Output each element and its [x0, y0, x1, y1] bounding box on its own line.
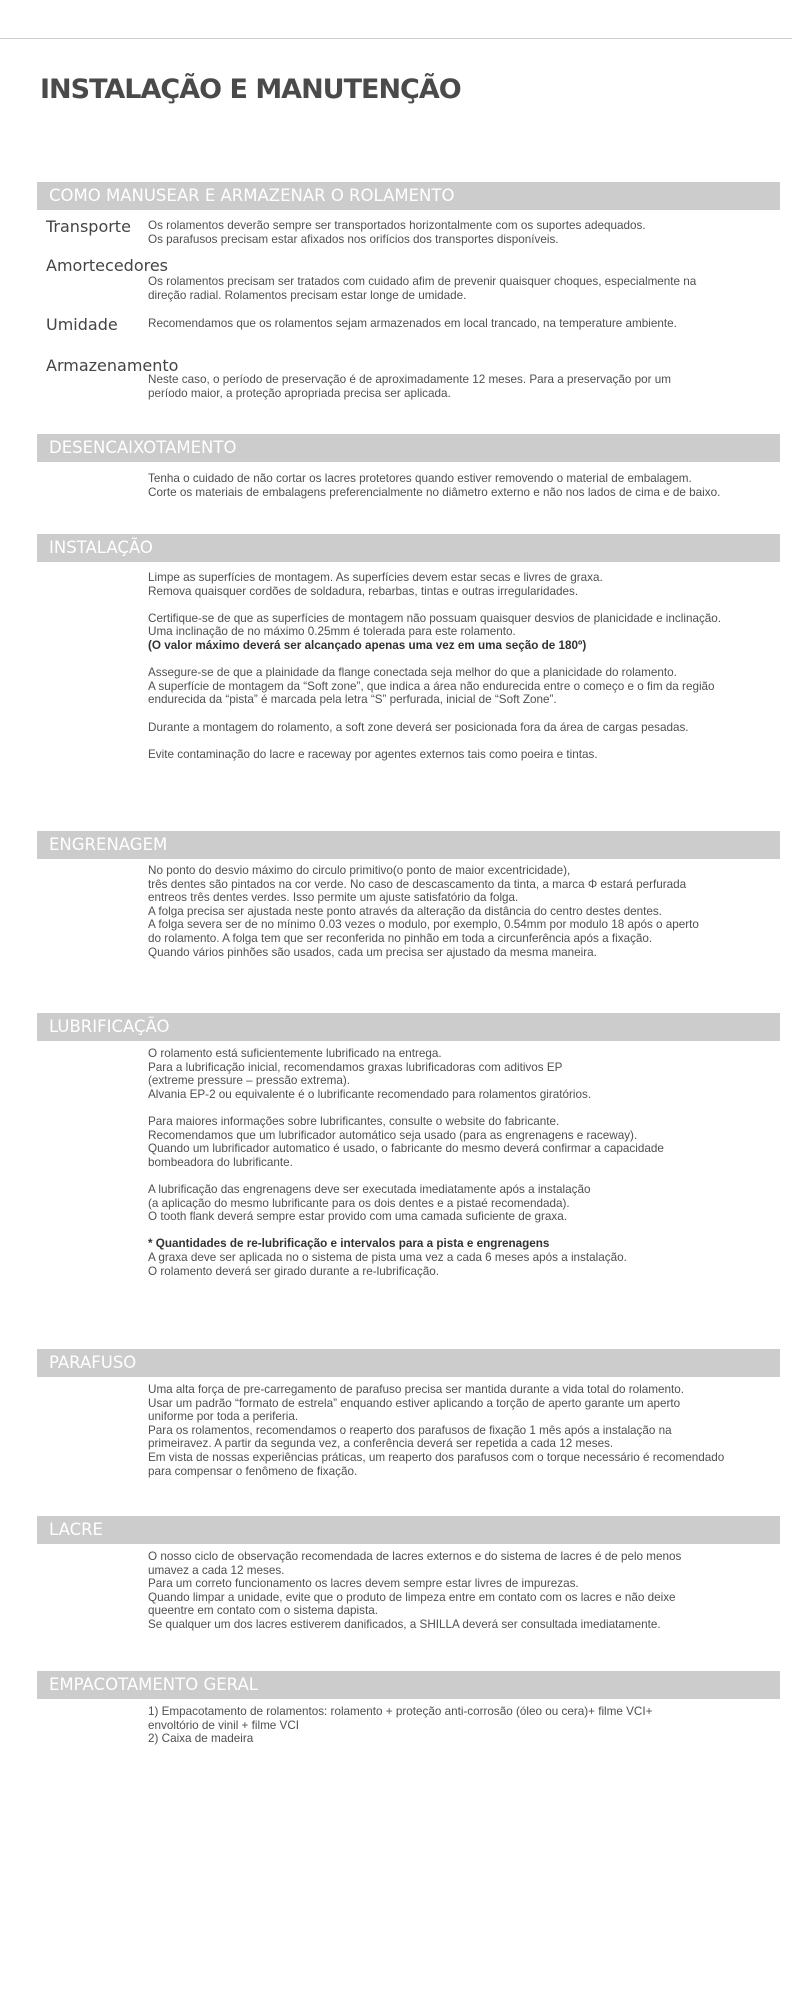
section-parafuso: [0, 1349, 792, 1478]
subsection-text-armazenamento: Neste caso, o período de preservação é de aproximadamente 12 meses. Para a preservação por um período maior, a proteção apropriada precisa ser aplicada.: [148, 373, 671, 400]
section-body: [148, 1383, 788, 1478]
section-header: PARAFUSO: [37, 1349, 780, 1377]
subsection-text-transporte: Os rolamentos deverão sempre ser transportados horizontalmente com os suportes adequados. Os parafusos precisam estar afixados nos orifícios dos transportes disponíveis.: [148, 219, 646, 246]
paragraph: Assegure-se de que a plainidade da flange conectada seja melhor do que a planicidade do rolamento. A superfície de montagem da “Soft zone”, que indica a área não endurecida entre o começo e o fim da região endurecida da “pista” é marcada pela letra “S” perfurada, inicial de “Soft Zone”.: [148, 666, 715, 707]
paragraph: Certifique-se de que as superfícies de montagem não possuam quaisquer desvios de planicidade e inclinação. Uma inclinação de no máximo 0.25mm é tolerada para este rolamento.: [148, 611, 722, 639]
top-divider: [0, 38, 792, 39]
subsection-label-umidade: Umidade: [46, 315, 118, 334]
paragraph-emphasis: (O valor máximo deverá ser alcançado apenas uma vez em uma seção de 180º): [148, 638, 587, 652]
paragraph: O nosso ciclo de observação recomendada de lacres externos e do sistema de lacres é de pelo menos umavez a cada 12 meses. Para um correto funcionamento os lacres devem sempre estar livres de impurezas. Quando limpar a unidade, evite que o produto de limpeza entre em contato com os lacres e não deixe queentre em contato com o sistema dapista. Se qualquer um dos lacres estiverem danificados, a SHILLA deverá ser consultada imediatamente.: [148, 1550, 682, 1631]
section-manuseio: [0, 182, 792, 412]
paragraph: No ponto do desvio máximo do circulo primitivo(o ponto de maior excentricidade), três dentes são pintados na cor verde. No caso de descascamento da tinta, a marca Φ estará perfurada entreos três dentes verdes. Isso permite um ajuste satisfatório da folga. A folga precisa ser ajustada neste ponto através da alteração da distância do centro destes dentes. A folga severa ser de no mínimo 0.03 vezes o modulo, por exemplo, 0.54mm por modulo 18 após o aperto do rolamento. A folga tem que ser reconferida no pinhão em toda a circunferência após a fixação. Quando vários pinhões são usados, cada um precisa ser ajustado da mesma maneira.: [148, 864, 699, 959]
subsection-label-amortecedores: Amortecedores: [46, 256, 169, 275]
section-body: [148, 1047, 788, 1278]
section-instalacao: [0, 534, 792, 761]
subsection-text-umidade: Recomendamos que os rolamentos sejam armazenados em local trancado, na temperature ambiente.: [148, 317, 677, 330]
section-header: LUBRIFICAÇÃO: [37, 1013, 780, 1041]
paragraph: 1) Empacotamento de rolamentos: rolamento + proteção anti-corrosão (óleo ou cera)+ filme VCI+ envoltório de vinil + filme VCI 2) Caixa de madeira: [148, 1705, 653, 1746]
subsection-label-transporte: Transporte: [46, 217, 131, 236]
section-header: LACRE: [37, 1516, 780, 1544]
section-empacotamento: [0, 1671, 792, 1746]
paragraph: Para maiores informações sobre lubrificantes, consulte o website do fabricante. Recomendamos que um lubrificador automático seja usado (para as engrenagens e raceway). Quando um lubrificador automatico é usado, o fabricante do mesmo deverá confirmar a capacidade bombeadora do lubrificante.: [148, 1114, 664, 1169]
section-header: COMO MANUSEAR E ARMAZENAR O ROLAMENTO: [37, 182, 780, 210]
paragraph: Evite contaminação do lacre e raceway por agentes externos tais como poeira e tintas.: [148, 747, 598, 761]
page-title: INSTALAÇÃO E MANUTENÇÃO: [40, 74, 461, 105]
section-body: [148, 1705, 788, 1746]
section-body: [148, 1550, 788, 1632]
section-body: [148, 472, 788, 499]
section-lacre: [0, 1516, 792, 1632]
section-header: ENGRENAGEM: [37, 831, 780, 859]
section-header: EMPACOTAMENTO GERAL: [37, 1671, 780, 1699]
section-lubrificacao: [0, 1013, 792, 1278]
section-engrenagem: [0, 831, 792, 959]
paragraph: Uma alta força de pre-carregamento de parafuso precisa ser mantida durante a vida total do rolamento. Usar um padrão “formato de estrela” enquando estiver aplicando a torção de aperto garante um aperto uniforme por toda a periferia. Para os rolamentos, recomendamos o reaperto dos parafusos de fixação 1 mês após a instalação na primeiravez. A partir da segunda vez, a conferência deverá ser repetida a cada 12 meses. Em vista de nossas experiências práticas, um reaperto dos parafusos com o torque necessário é recomendado para compensar o fenômeno de fixação.: [148, 1383, 725, 1478]
paragraph: Durante a montagem do rolamento, a soft zone deverá ser posicionada fora da área de cargas pesadas.: [148, 720, 689, 734]
section-desencaixotamento: [0, 434, 792, 499]
paragraph-emphasis: * Quantidades de re-lubrificação e intervalos para a pista e engrenagens: [148, 1237, 550, 1251]
section-header: DESENCAIXOTAMENTO: [37, 434, 780, 462]
subsection-text-amortecedores: Os rolamentos precisam ser tratados com cuidado afim de prevenir quaisquer choques, especialmente na direção radial. Rolamentos precisam estar longe de umidade.: [148, 275, 697, 302]
paragraph: Limpe as superfícies de montagem. As superfícies devem estar secas e livres de graxa. Remova quaisquer cordões de soldadura, rebarbas, tintas e outras irregularidades.: [148, 571, 603, 598]
paragraph: A graxa deve ser aplicada no o sistema de pista uma vez a cada 6 meses após a instalação. O rolamento deverá ser girado durante a re-lubrificação.: [148, 1250, 627, 1278]
paragraph: A lubrificação das engrenagens deve ser executada imediatamente após a instalação (a aplicação do mesmo lubrificante para os dois dentes e a pistaé recomendada). O tooth flank deverá sempre estar provido com uma camada suficiente de graxa.: [148, 1182, 591, 1224]
paragraph: O rolamento está suficientemente lubrificado na entrega. Para a lubrificação inicial, recomendamos graxas lubrificadoras com aditivos EP (extreme pressure – pressão extrema). Alvania EP-2 ou equivalente é o lubrificante recomendado para rolamentos giratórios.: [148, 1047, 592, 1101]
paragraph: Tenha o cuidado de não cortar os lacres protetores quando estiver removendo o material de embalagem. Corte os materiais de embalagens preferencialmente no diâmetro externo e não nos lados de cima e de baixo.: [148, 472, 721, 499]
subsection-label-armazenamento: Armazenamento: [46, 356, 179, 375]
section-body: [148, 571, 788, 761]
section-body: [148, 864, 788, 959]
section-header: INSTALAÇÃO: [37, 534, 780, 562]
